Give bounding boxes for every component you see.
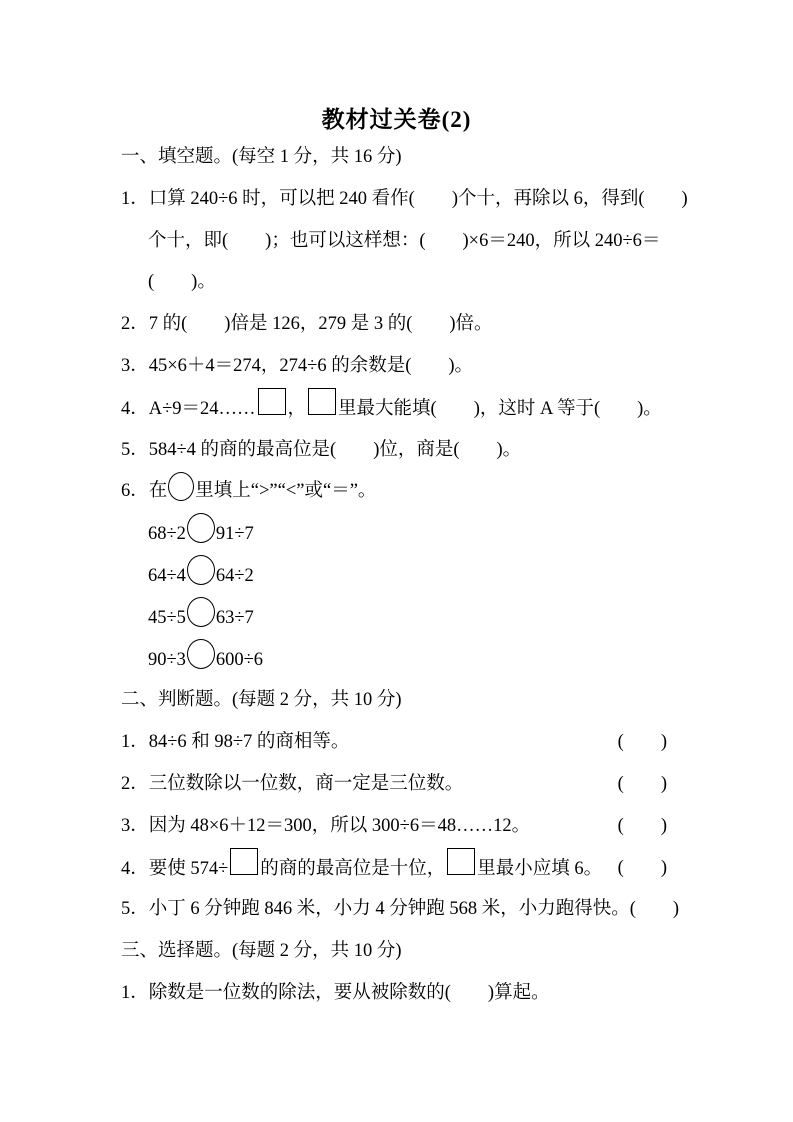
question-s1q1-line2: 个十，即( )；也可以这样想：( )×6＝240，所以 240÷6＝: [148, 230, 661, 251]
blank-box: [447, 848, 475, 875]
question-s2q3-text: 3．因为 48×6＋12＝300，所以 300÷6＝48……12。: [121, 815, 531, 836]
compare-item: [121, 639, 667, 681]
question-s2q5-text: 5．小丁 6 分钟跑 846 米，小力 4 分钟跑 568 米，小力跑得快。: [121, 899, 630, 920]
blank-box: [308, 388, 336, 415]
question-s1q3: 3．45×6＋4＝274，274÷6 的余数是( )。: [121, 355, 474, 376]
compare-circle: [168, 472, 194, 501]
section1-heading: 一、填空题。(每空 1 分，共 16 分): [121, 147, 402, 167]
worksheet-content: [121, 137, 688, 1015]
compare-item: [121, 513, 667, 555]
blank-box: [258, 388, 286, 415]
compare-left: 64÷4: [148, 565, 186, 586]
question-s2q1: [121, 722, 667, 764]
page-title: 教材过关卷(2): [321, 107, 472, 132]
question-s1q5: 5．584÷4 的商的最高位是( )位，商是( )。: [121, 439, 522, 460]
question-s2q4-text3: 里最小应填 6。: [477, 858, 603, 879]
answer-blank: ( ): [629, 899, 680, 920]
compare-right: 64÷2: [215, 565, 254, 586]
question-s1q6-text1: 6．在: [121, 481, 168, 502]
question-s2q1-text: 1．84÷6 和 98÷7 的商相等。: [121, 732, 350, 753]
compare-left: 90÷3: [148, 649, 186, 670]
answer-blank: ( ): [617, 732, 667, 753]
section3-heading: 三、选择题。(每题 2 分，共 10 分): [121, 941, 402, 962]
question-s1q6: [121, 471, 667, 513]
question-s1q1-line3: ( )。: [148, 272, 216, 293]
question-s2q2: [121, 764, 667, 806]
question-s1q4-text1: 4．A÷9＝24……: [121, 398, 256, 419]
question-s1q1-line1: 1．口算 240÷6 时，可以把 240 看作( )个十，再除以 6，得到( ): [121, 188, 688, 209]
compare-right: 63÷7: [215, 607, 254, 628]
compare-circle: [187, 555, 215, 585]
question-s1q6-text2: 里填上“>”“<”或“＝”。: [195, 481, 377, 502]
question-s3q1: 1．除数是一位数的除法，要从被除数的( )算起。: [121, 982, 550, 1003]
compare-left: 45÷5: [148, 607, 186, 628]
question-s2q4: [121, 848, 667, 890]
compare-circle: [187, 639, 215, 669]
question-s1q4-text3: 里最大能填( )，这时 A 等于( )。: [338, 398, 662, 419]
compare-left: 68÷2: [148, 524, 186, 545]
question-s2q3: [121, 806, 667, 848]
answer-blank: ( ): [617, 815, 667, 836]
compare-item: [121, 555, 667, 597]
compare-circle: [187, 597, 215, 627]
answer-blank: ( ): [617, 773, 667, 794]
question-s1q4-text2: ，: [287, 398, 307, 419]
compare-circle: [187, 513, 215, 543]
compare-right: 91÷7: [215, 524, 254, 545]
question-s2q4-left: [121, 848, 602, 890]
question-s2q4-text2: 的商的最高位是十位，: [260, 858, 446, 879]
question-s1q2: 2．7 的( )倍是 126，279 是 3 的( )倍。: [121, 314, 493, 335]
question-s1q4: [121, 388, 667, 430]
blank-box: [230, 848, 258, 875]
question-s2q2-text: 2．三位数除以一位数，商一定是三位数。: [121, 773, 464, 794]
answer-blank: ( ): [617, 857, 667, 878]
compare-item: [121, 597, 667, 639]
compare-right: 600÷6: [215, 649, 264, 670]
section2-heading: 二、判断题。(每题 2 分，共 10 分): [121, 690, 402, 711]
question-s2q5: [121, 889, 680, 931]
question-s2q4-text1: 4．要使 574÷: [121, 858, 229, 879]
